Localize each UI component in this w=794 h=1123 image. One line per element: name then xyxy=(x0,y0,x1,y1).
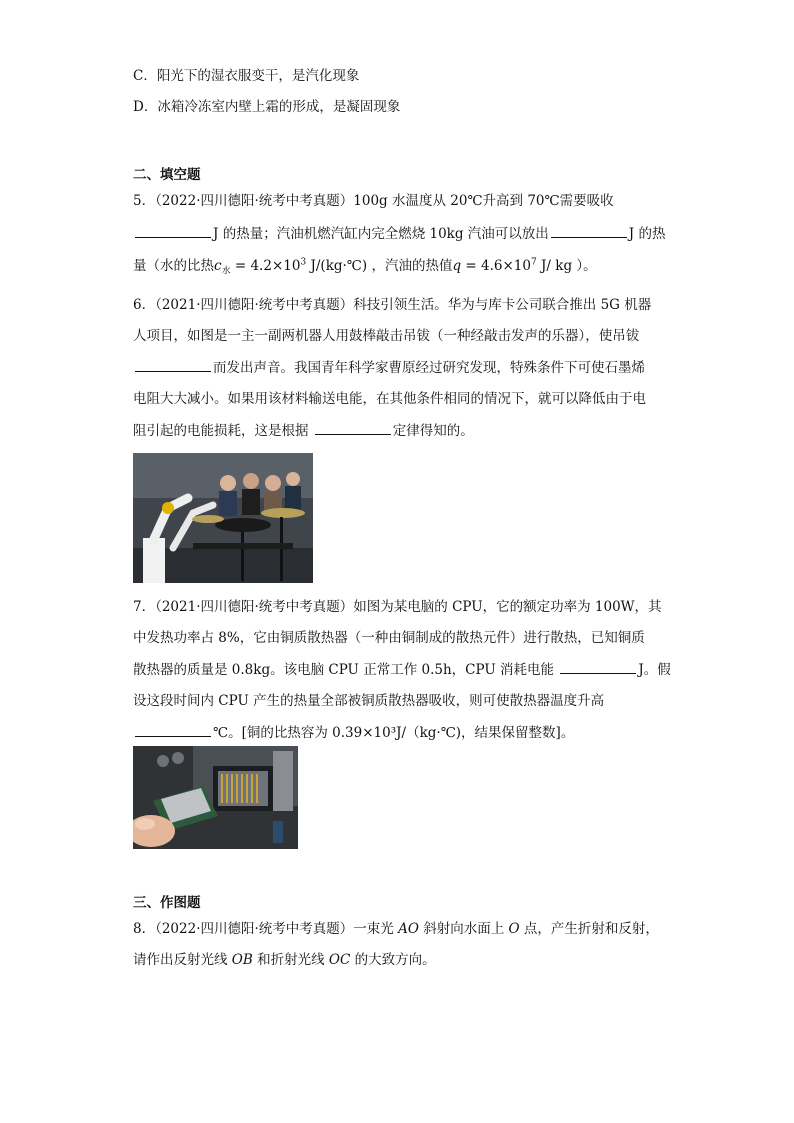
q6-line3: 而发出声音。我国青年科学家曹原经过研究发现，特殊条件下可使石墨烯 xyxy=(133,357,645,378)
q6-line5: 阻引起的电能损耗，这是根据 定律得知的。 xyxy=(133,420,474,441)
q5-line3: 量（水的比热$c_水 = 4.2\times 10^3$ J/(kg·℃) ，汽油的热值$q = 4.6\times 10^7$ J/ kg ）。 xyxy=(133,257,597,277)
q6-line4: 电阻大大减小。如果用该材料输送电能，在其他条件相同的情况下，就可以降低由于电 xyxy=(133,391,646,407)
section-heading-draw: 三、作图题 xyxy=(133,895,201,911)
q7-line2: 中发热功率占 8%，它由铜质散热器（一种由铜制成的散热元件）进行散热，已知铜质 xyxy=(133,630,645,646)
q6-blank-2[interactable] xyxy=(315,420,391,435)
q6-line1: 6．（2021·四川德阳·统考中考真题）科技引领生活。华为与库卡公司联合推出 5G 机器 xyxy=(133,297,652,313)
q8-line1: 8．（2022·四川德阳·统考中考真题）一束光 AO 斜射向水面上 O 点，产生折射和反射， xyxy=(133,921,659,937)
option-c: C．阳光下的湿衣服变干，是汽化现象 xyxy=(133,68,360,84)
robot-drummer-photo xyxy=(133,453,313,583)
q8-line2: 请作出反射光线 OB 和折射光线 OC 的大致方向。 xyxy=(133,952,436,968)
q5-blank-2[interactable] xyxy=(551,223,627,238)
q7-line4: 设这段时间内 CPU 产生的热量全部被铜质散热器吸收，则可使散热器温度升高 xyxy=(133,693,605,709)
cpu-photo xyxy=(133,746,298,849)
q7-blank-2[interactable] xyxy=(135,722,211,737)
q7-line3: 散热器的质量是 0.8kg。该电脑 CPU 正常工作 0.5h，CPU 消耗电能 J。假 xyxy=(133,659,671,680)
q7-line1: 7．（2021·四川德阳·统考中考真题）如图为某电脑的 CPU，它的额定功率为 100W，其 xyxy=(133,599,662,615)
option-d: D．冰箱冷冻室内壁上霜的形成，是凝固现象 xyxy=(133,99,401,115)
q5-line1: 5．（2022·四川德阳·统考中考真题）100g 水温度从 20℃升高到 70℃需要吸收 xyxy=(133,193,614,209)
q5-blank-1[interactable] xyxy=(135,223,211,238)
q7-line5: ℃。[铜的比热容为 0.39×10³J/（kg·℃)，结果保留整数]。 xyxy=(133,722,574,743)
q7-blank-1[interactable] xyxy=(560,659,636,674)
q6-blank-1[interactable] xyxy=(135,357,211,372)
q6-line2: 人项目，如图是一主一副两机器人用鼓棒敲击吊钹（一种经敲击发声的乐器），使吊钹 xyxy=(133,328,640,344)
section-heading-fill: 二、填空题 xyxy=(133,167,201,183)
q5-line2: J 的热量；汽油机燃汽缸内完全燃烧 10kg 汽油可以放出 J 的热 xyxy=(133,223,666,244)
